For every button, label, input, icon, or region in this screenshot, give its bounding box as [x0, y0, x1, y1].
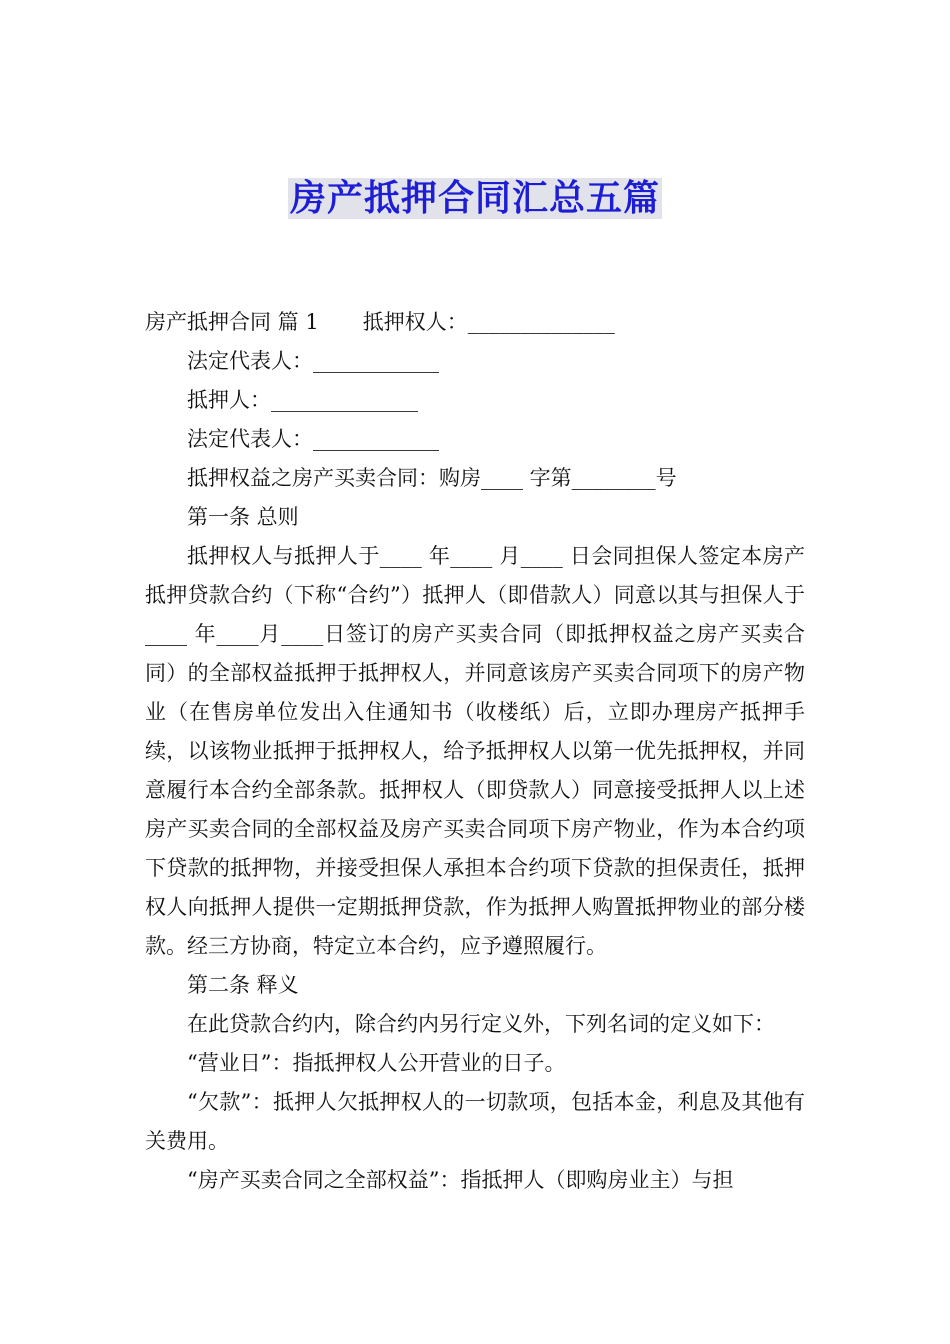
- contract-label: 房产抵押合同 篇 1: [145, 310, 319, 334]
- document-title-text: 房产抵押合同汇总五篇: [289, 178, 660, 219]
- paragraph: “房产买卖合同之全部权益”：指抵押人（即购房业主）与担: [187, 1168, 734, 1192]
- paragraph: 抵押人：______________: [187, 388, 418, 412]
- section-heading: 第二条 释义: [187, 973, 299, 997]
- document-body: [145, 303, 805, 1200]
- header-line: [145, 303, 805, 342]
- paragraph: 法定代表人：____________: [187, 349, 439, 373]
- paragraph: 抵押权益之房产买卖合同：购房____ 字第________号: [187, 466, 677, 490]
- paragraph: “营业日”：指抵押权人公开营业的日子。: [187, 1051, 566, 1075]
- paragraph: “欠款”：抵押人欠抵押权人的一切款项，包括本金，利息及其他有关费用。: [145, 1090, 805, 1153]
- section-heading: 第一条 总则: [187, 505, 299, 529]
- document-title: [0, 172, 950, 226]
- mortgagee-line: 抵押权人：______________: [362, 310, 615, 334]
- paragraph: 在此贷款合约内，除合约内另行定义外，下列名词的定义如下：: [187, 1012, 775, 1036]
- paragraph: 法定代表人：____________: [187, 427, 439, 451]
- paragraph: 抵押权人与抵押人于____ 年____ 月____ 日会同担保人签定本房产抵押贷款合约（下称“合约”）抵押人（即借款人）同意以其与担保人于____ 年____月____日签订的房产买卖合同（即抵押权益之房产买卖合同）的全部权益抵押于抵押权人，并同意该房产买卖合同项下的房产物业（在售房单位发出入住通知书（收楼纸）后，立即办理房产抵押手续，以该物业抵押于抵押权人，给予抵押权人以第一优先抵押权，并同意履行本合约全部条款。抵押权人（即贷款人）同意接受抵押人以上述房产买卖合同的全部权益及房产买卖合同项下房产物业，作为本合约项下贷款的抵押物，并接受担保人承担本合约项下贷款的担保责任，抵押权人向抵押人提供一定期抵押贷款，作为抵押人购置抵押物业的部分楼款。经三方协商，特定立本合约，应予遵照履行。: [145, 544, 805, 958]
